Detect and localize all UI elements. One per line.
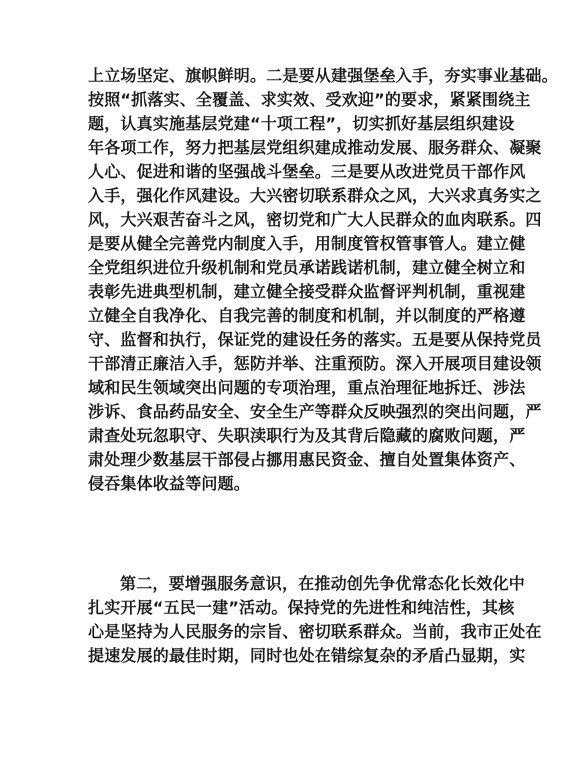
text-line: 侵吞集体收益等问题。 [88, 474, 251, 493]
text-line: 守、监督和执行，保证党的建设任务的落实。五是要从保持党员 [88, 330, 542, 349]
text-line: 扎实开展“五民一建”活动。保持党的先进性和纯洁性，其核 [88, 598, 515, 617]
text-line: 立健全自我净化、自我完善的制度和机制，并以制度的严格遵 [88, 306, 526, 325]
text-line: 入手，强化作风建设。大兴密切联系群众之风，大兴求真务实之 [88, 186, 542, 205]
paragraph-1 [88, 64, 558, 496]
text-line: 表彰先进典型机制，建立健全接受群众监督评判机制，重视建 [88, 282, 526, 301]
text-line: 域和民生领域突出问题的专项治理，重点治理征地拆迁、涉法 [88, 378, 526, 397]
text-line: 上立场坚定、旗帜鲜明。二是要从建强堡垒入手，夯实事业基础。 [88, 66, 558, 85]
text-line: 涉诉、食品药品安全、安全生产等群众反映强烈的突出问题，严 [88, 402, 542, 421]
text-line: 年各项工作，努力把基层党组织建成推动发展、服务群众、凝聚 [88, 138, 542, 157]
text-line: 第二，要增强服务意识，在推动创先争优常态化长效化中 [120, 574, 526, 593]
text-line: 按照“抓落实、全覆盖、求实效、受欢迎”的要求，紧紧围绕主 [88, 90, 531, 109]
text-line: 肃处理少数基层干部侵占挪用惠民资金、擅自处置集体资产、 [88, 450, 526, 469]
text-line: 全党组织进位升级机制和党员承诺践诺机制，建立健全树立和 [88, 258, 526, 277]
text-line: 人心、促进和谐的坚强战斗堡垒。三是要从改进党员干部作风 [88, 162, 526, 181]
text-line: 风，大兴艰苦奋斗之风，密切党和广大人民群众的血肉联系。四 [88, 210, 542, 229]
text-line: 心是坚持为人民服务的宗旨、密切联系群众。当前，我市正处在 [88, 622, 542, 641]
paragraph-2 [88, 572, 542, 668]
text-line: 题，认真实施基层党建“十项工程”，切实抓好基层组织建设 [88, 114, 515, 133]
text-line: 肃查处玩忽职守、失职渎职行为及其背后隐藏的腐败问题，严 [88, 426, 526, 445]
text-line: 干部清正廉洁入手，惩防并举、注重预防。深入开展项目建设领 [88, 354, 542, 373]
text-line: 提速发展的最佳时期，同时也处在错综复杂的矛盾凸显期，实 [88, 646, 526, 665]
text-line: 是要从健全完善党内制度入手，用制度管权管事管人。建立健 [88, 234, 526, 253]
